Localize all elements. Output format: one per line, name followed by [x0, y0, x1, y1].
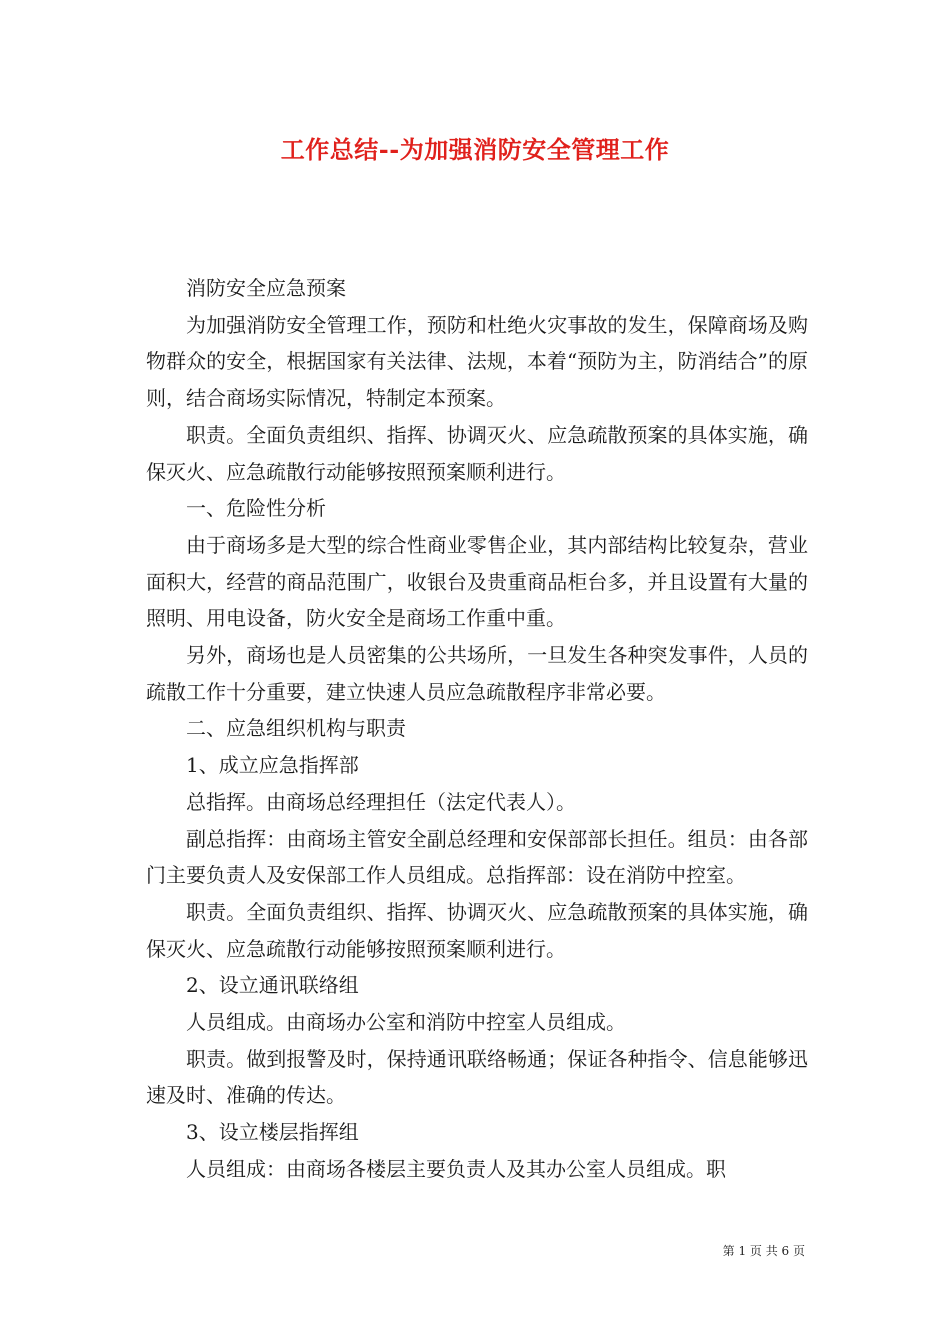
paragraph: 为加强消防安全管理工作，预防和杜绝火灾事故的发生，保障商场及购物群众的安全，根据国家有关法律、法规，本着“预防为主，防消结合”的原则，结合商场实际情况，特制定本预案。 — [146, 312, 808, 411]
document-body — [146, 270, 808, 1188]
paragraph: 总指挥。由商场总经理担任（法定代表人）。 — [186, 789, 576, 814]
page-number: 第 1 页 共 6 页 — [722, 1244, 805, 1258]
paragraph: 职责。做到报警及时，保持通讯联络畅通；保证各种指令、信息能够迅速及时、准确的传达。 — [146, 1046, 808, 1108]
subsection-heading: 3、设立楼层指挥组 — [186, 1120, 359, 1145]
document-title: 工作总结--为加强消防安全管理工作 — [280, 135, 670, 164]
paragraph: 人员组成：由商场各楼层主要负责人及其办公室人员组成。职 — [186, 1156, 726, 1181]
paragraph: 职责。全面负责组织、指挥、协调灭火、应急疏散预案的具体实施，确保灭火、应急疏散行动能够按照预案顺利进行。 — [146, 899, 808, 961]
subsection-heading: 2、设立通讯联络组 — [186, 973, 359, 998]
paragraph: 人员组成。由商场办公室和消防中控室人员组成。 — [186, 1010, 626, 1035]
section-heading: 二、应急组织机构与职责 — [186, 716, 406, 741]
section-heading: 一、危险性分析 — [186, 496, 326, 521]
paragraph: 副总指挥：由商场主管安全副总经理和安保部部长担任。组员：由各部门主要负责人及安保部工作人员组成。总指挥部：设在消防中控室。 — [146, 826, 808, 888]
paragraph: 消防安全应急预案 — [186, 276, 346, 300]
paragraph: 职责。全面负责组织、指挥、协调灭火、应急疏散预案的具体实施，确保灭火、应急疏散行动能够按照预案顺利进行。 — [146, 422, 808, 484]
subsection-heading: 1、成立应急指挥部 — [186, 753, 359, 778]
paragraph: 另外，商场也是人员密集的公共场所，一旦发生各种突发事件，人员的疏散工作十分重要，建立快速人员应急疏散程序非常必要。 — [146, 643, 808, 704]
paragraph: 由于商场多是大型的综合性商业零售企业，其内部结构比较复杂，营业面积大，经营的商品范围广，收银台及贵重商品柜台多，并且设置有大量的照明、用电设备，防火安全是商场工作重中重。 — [146, 532, 808, 631]
page-footer — [0, 1243, 805, 1259]
